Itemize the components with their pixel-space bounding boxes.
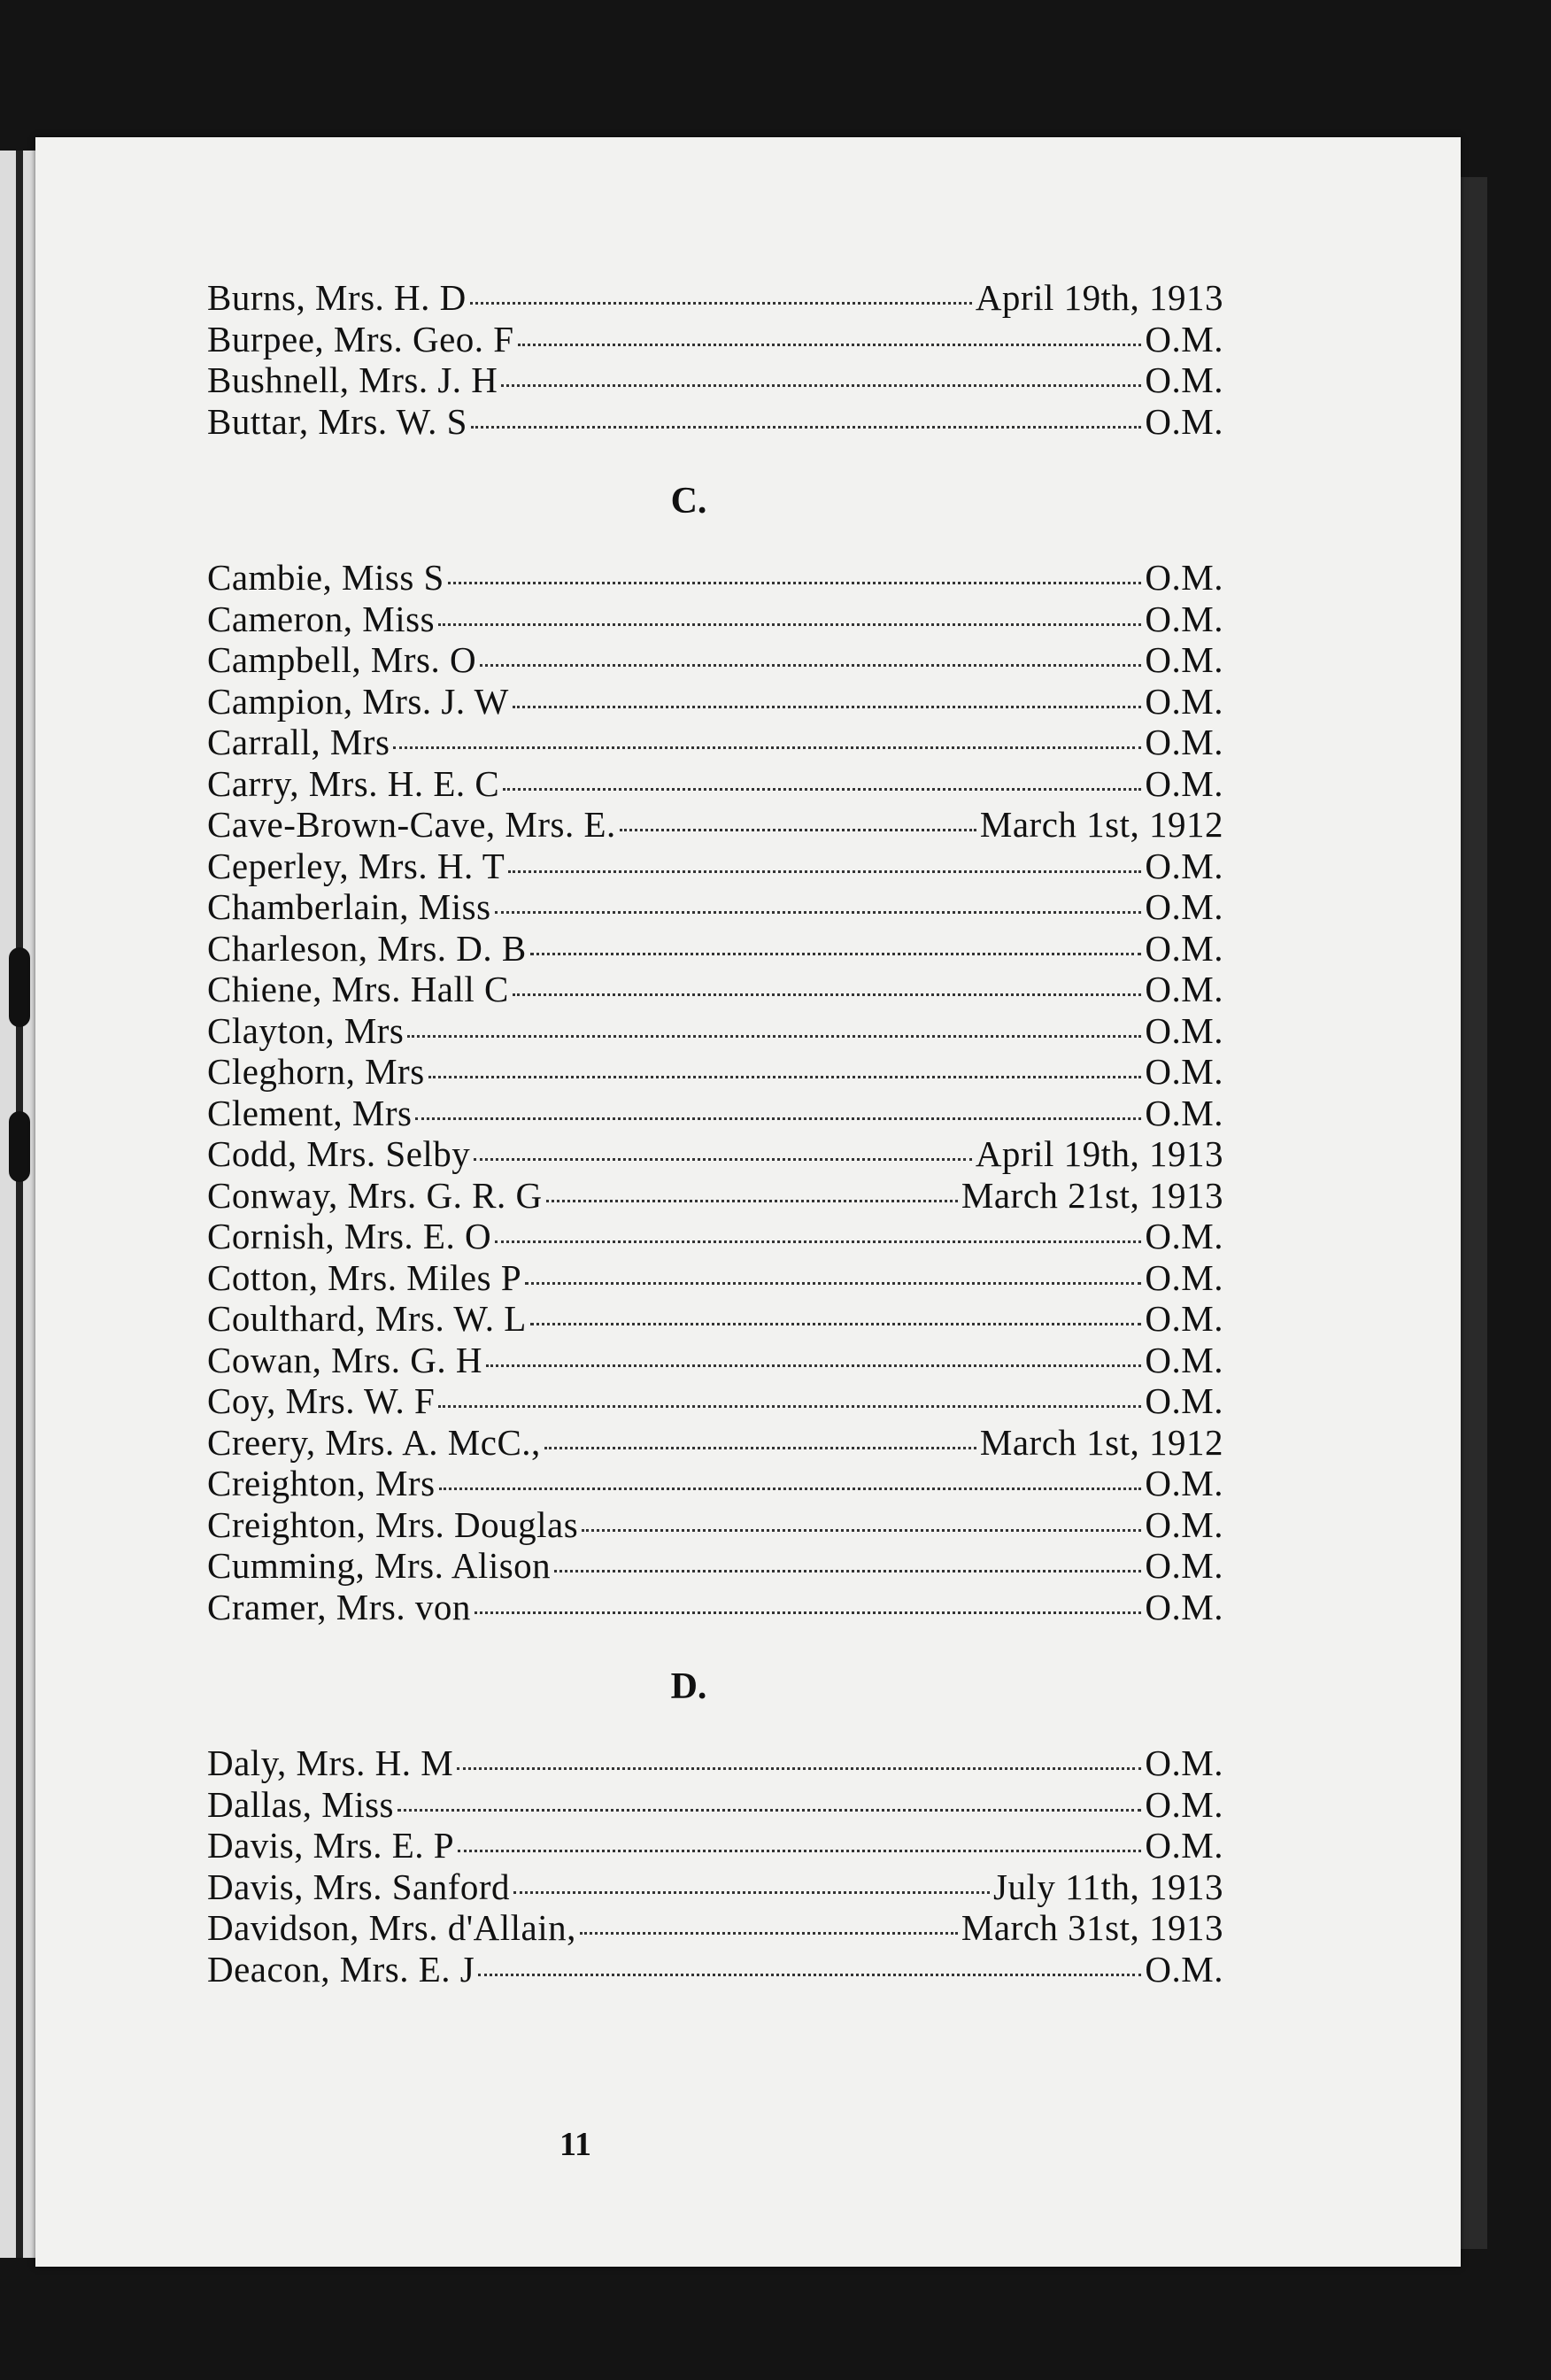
membership-date: O.M. xyxy=(1145,722,1223,762)
member-name: Daly, Mrs. H. M xyxy=(207,1742,454,1783)
list-entry xyxy=(207,1504,1223,1546)
dot-leader xyxy=(448,582,1142,584)
member-name: Codd, Mrs. Selby xyxy=(207,1133,471,1174)
list-entry xyxy=(207,1784,1223,1826)
dot-leader xyxy=(475,1611,1142,1614)
membership-date: O.M. xyxy=(1145,557,1223,598)
membership-date: March 21st, 1913 xyxy=(961,1174,1223,1216)
dot-leader xyxy=(478,1974,1141,1976)
list-entry xyxy=(207,969,1223,1010)
dot-leader xyxy=(480,664,1141,667)
dot-leader xyxy=(470,302,972,305)
membership-date: March 1st, 1912 xyxy=(979,1421,1223,1463)
member-name: Carry, Mrs. H. E. C xyxy=(207,762,500,804)
member-name: Creighton, Mrs. Douglas xyxy=(207,1503,579,1545)
dot-leader xyxy=(486,1364,1141,1367)
member-name: Cambie, Miss S xyxy=(207,557,444,598)
member-name: Buttar, Mrs. W. S xyxy=(207,400,467,442)
list-entry xyxy=(207,1257,1223,1299)
dot-leader xyxy=(439,1488,1142,1490)
member-name: Cave-Brown-Cave, Mrs. E. xyxy=(207,804,616,845)
membership-date: O.M. xyxy=(1145,1051,1223,1092)
list-entry xyxy=(207,277,1223,319)
member-name: Dallas, Miss xyxy=(207,1783,394,1825)
list-entry xyxy=(207,1825,1223,1866)
list-entry xyxy=(207,401,1223,443)
dot-leader xyxy=(518,344,1142,346)
list-entry xyxy=(207,1298,1223,1340)
list-entry xyxy=(207,1545,1223,1587)
member-name: Cameron, Miss xyxy=(207,598,436,639)
dot-leader xyxy=(393,746,1141,749)
member-name: Chamberlain, Miss xyxy=(207,886,491,927)
binding-thread-knot-upper xyxy=(9,947,30,1027)
member-name: Campion, Mrs. J. W xyxy=(207,680,509,722)
membership-list xyxy=(207,277,1223,1990)
member-name: Cotton, Mrs. Miles P xyxy=(207,1256,522,1298)
membership-date: O.M. xyxy=(1145,1256,1223,1298)
membership-date: O.M. xyxy=(1145,762,1223,804)
list-entry xyxy=(207,722,1223,763)
list-entry xyxy=(207,1380,1223,1422)
dot-leader xyxy=(503,788,1141,791)
list-entry xyxy=(207,359,1223,401)
membership-date: O.M. xyxy=(1145,1948,1223,1990)
membership-date: July 11th, 1913 xyxy=(993,1866,1223,1907)
dot-leader xyxy=(513,706,1142,708)
member-name: Cornish, Mrs. E. O xyxy=(207,1216,492,1256)
list-entry xyxy=(207,1949,1223,1990)
document-page xyxy=(35,137,1461,2267)
membership-date: O.M. xyxy=(1145,318,1223,359)
member-name: Carrall, Mrs xyxy=(207,722,390,762)
member-name: Campbell, Mrs. O xyxy=(207,639,477,680)
member-name: Coy, Mrs. W. F xyxy=(207,1380,436,1421)
dot-leader xyxy=(501,384,1141,387)
member-name: Coulthard, Mrs. W. L xyxy=(207,1298,527,1339)
list-entry xyxy=(207,1463,1223,1504)
dot-leader xyxy=(428,1076,1142,1078)
membership-date: O.M. xyxy=(1145,886,1223,927)
membership-date: O.M. xyxy=(1145,639,1223,680)
member-name: Charleson, Mrs. D. B xyxy=(207,927,527,969)
dot-leader xyxy=(546,1200,958,1202)
member-name: Ceperley, Mrs. H. T xyxy=(207,845,505,886)
list-entry xyxy=(207,639,1223,681)
member-name: Cumming, Mrs. Alison xyxy=(207,1545,552,1586)
list-entry xyxy=(207,599,1223,640)
member-name: Davis, Mrs. Sanford xyxy=(207,1866,511,1907)
dot-leader xyxy=(525,1282,1141,1285)
membership-date: O.M. xyxy=(1145,1216,1223,1256)
list-entry xyxy=(207,319,1223,360)
list-entry xyxy=(207,1175,1223,1217)
membership-date: O.M. xyxy=(1145,598,1223,639)
membership-date: O.M. xyxy=(1145,1298,1223,1339)
list-entry xyxy=(207,1133,1223,1175)
membership-date: O.M. xyxy=(1145,1586,1223,1627)
membership-date: April 19th, 1913 xyxy=(975,1133,1223,1174)
list-entry xyxy=(207,1051,1223,1093)
member-name: Creighton, Mrs xyxy=(207,1463,436,1503)
membership-date: O.M. xyxy=(1145,1503,1223,1545)
list-entry xyxy=(207,928,1223,970)
list-entry xyxy=(207,1093,1223,1134)
dot-leader xyxy=(544,1447,976,1449)
dot-leader xyxy=(530,1323,1142,1325)
dot-leader xyxy=(457,1767,1141,1770)
member-name: Cramer, Mrs. von xyxy=(207,1586,471,1627)
dot-leader xyxy=(407,1035,1141,1038)
member-name: Creery, Mrs. A. McC., xyxy=(207,1421,541,1463)
member-name: Conway, Mrs. G. R. G xyxy=(207,1174,543,1216)
dot-leader xyxy=(474,1158,972,1161)
dot-leader xyxy=(620,829,976,831)
list-entry xyxy=(207,681,1223,722)
list-entry xyxy=(207,1010,1223,1052)
section-heading: C. xyxy=(670,481,707,522)
membership-date: O.M. xyxy=(1145,680,1223,722)
member-name: Davis, Mrs. E. P xyxy=(207,1825,455,1866)
dot-leader xyxy=(554,1570,1141,1572)
member-name: Chiene, Mrs. Hall C xyxy=(207,969,509,1009)
list-entry xyxy=(207,1216,1223,1257)
page-number: 11 xyxy=(559,2126,591,2163)
membership-date: O.M. xyxy=(1145,927,1223,969)
membership-date: O.M. xyxy=(1145,845,1223,886)
list-entry xyxy=(207,804,1223,846)
dot-leader xyxy=(582,1529,1141,1532)
dot-leader xyxy=(495,1240,1141,1243)
list-entry xyxy=(207,1340,1223,1381)
list-entry xyxy=(207,763,1223,805)
list-entry xyxy=(207,1742,1223,1784)
dot-leader xyxy=(513,993,1142,996)
membership-date: O.M. xyxy=(1145,1783,1223,1825)
dot-leader xyxy=(438,1405,1141,1408)
membership-date: March 31st, 1913 xyxy=(961,1907,1223,1948)
member-name: Cleghorn, Mrs xyxy=(207,1051,425,1092)
dot-leader xyxy=(513,1891,990,1894)
section-heading: D. xyxy=(670,1666,707,1707)
membership-date: O.M. xyxy=(1145,969,1223,1009)
membership-date: O.M. xyxy=(1145,1825,1223,1866)
membership-date: March 1st, 1912 xyxy=(979,804,1223,845)
membership-date: O.M. xyxy=(1145,1742,1223,1783)
membership-date: O.M. xyxy=(1145,1339,1223,1380)
list-entry xyxy=(207,1866,1223,1908)
dot-leader xyxy=(530,953,1142,955)
member-name: Davidson, Mrs. d'Allain, xyxy=(207,1907,576,1948)
membership-date: O.M. xyxy=(1145,1463,1223,1503)
list-entry xyxy=(207,846,1223,887)
binding-line xyxy=(16,151,23,2258)
membership-date: O.M. xyxy=(1145,1380,1223,1421)
membership-date: O.M. xyxy=(1145,1092,1223,1133)
membership-date: O.M. xyxy=(1145,359,1223,400)
binding-thread-knot-lower xyxy=(9,1111,30,1182)
member-name: Clayton, Mrs xyxy=(207,1009,405,1051)
member-name: Bushnell, Mrs. J. H xyxy=(207,359,498,400)
member-name: Burns, Mrs. H. D xyxy=(207,277,467,318)
list-entry xyxy=(207,1907,1223,1949)
membership-date: O.M. xyxy=(1145,1009,1223,1051)
dot-leader xyxy=(415,1117,1141,1120)
member-name: Deacon, Mrs. E. J xyxy=(207,1948,475,1990)
list-entry xyxy=(207,557,1223,599)
dot-leader xyxy=(458,1850,1141,1852)
dot-leader xyxy=(397,1809,1141,1812)
member-name: Clement, Mrs xyxy=(207,1092,413,1133)
membership-date: O.M. xyxy=(1145,400,1223,442)
previous-page-edge xyxy=(0,151,35,2258)
member-name: Cowan, Mrs. G. H xyxy=(207,1339,482,1380)
member-name: Burpee, Mrs. Geo. F xyxy=(207,318,514,359)
dot-leader xyxy=(508,870,1141,873)
membership-date: O.M. xyxy=(1145,1545,1223,1586)
dot-leader xyxy=(495,911,1142,914)
list-entry xyxy=(207,1587,1223,1628)
dot-leader xyxy=(438,623,1141,626)
page-shadow xyxy=(1461,177,1487,2249)
membership-date: April 19th, 1913 xyxy=(975,277,1223,318)
dot-leader xyxy=(471,426,1142,429)
list-entry xyxy=(207,1422,1223,1464)
dot-leader xyxy=(580,1932,958,1935)
list-entry xyxy=(207,886,1223,928)
